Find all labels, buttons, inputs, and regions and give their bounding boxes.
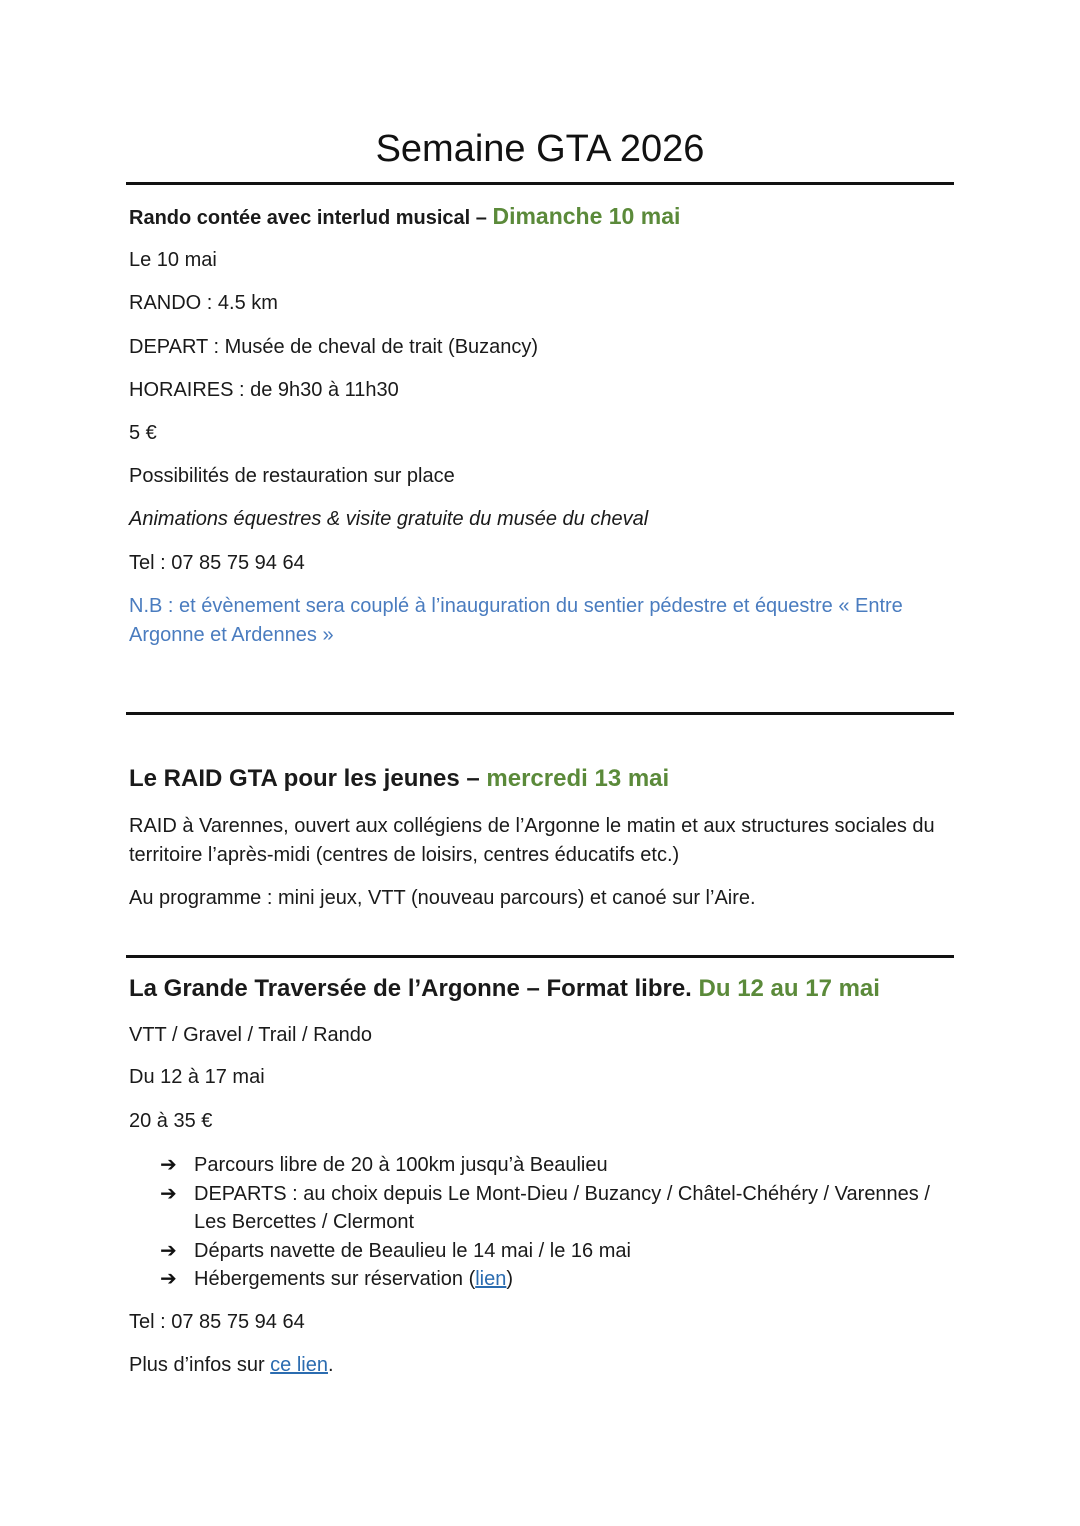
section1-line: HORAIRES : de 9h30 à 11h30 bbox=[129, 379, 399, 401]
list-item-text: DEPARTS : au choix depuis Le Mont-Dieu / Buzancy / Châtel-Chéhéry / Varennes / Les Bercettes / Clermont bbox=[194, 1182, 930, 1233]
section3-date: Du 12 au 17 mai bbox=[698, 975, 880, 1002]
section2-title: Le RAID GTA pour les jeunes – bbox=[129, 765, 487, 792]
divider bbox=[126, 182, 954, 185]
section2-heading bbox=[129, 764, 669, 795]
section3-phone: Tel : 07 85 75 94 64 bbox=[129, 1311, 305, 1333]
section1-animations: Animations équestres & visite gratuite du musée du cheval bbox=[129, 508, 649, 530]
more-info-text: Plus d’infos sur bbox=[129, 1354, 271, 1376]
list-item bbox=[160, 1180, 960, 1237]
section1-heading bbox=[129, 202, 680, 233]
section2-paragraph: RAID à Varennes, ouvert aux collégiens de l’Argonne le matin et aux structures sociales du territoire l’après-midi (centres de loisirs, centres éducatifs etc.) bbox=[129, 815, 935, 866]
arrow-right-icon: ➔ bbox=[160, 1182, 177, 1205]
section1-line: Possibilités de restauration sur place bbox=[129, 465, 455, 487]
section1-line: 5 € bbox=[129, 422, 157, 444]
more-info-suffix: . bbox=[327, 1354, 334, 1376]
list-item-suffix: ) bbox=[506, 1268, 514, 1290]
section3-bullet-list bbox=[160, 1151, 960, 1294]
divider bbox=[126, 955, 954, 958]
accommodation-link[interactable]: lien bbox=[475, 1268, 507, 1290]
arrow-right-icon: ➔ bbox=[160, 1268, 177, 1290]
list-item bbox=[160, 1151, 960, 1180]
section3-line: VTT / Gravel / Trail / Rando bbox=[129, 1024, 373, 1046]
section3-title: La Grande Traversée de l’Argonne – Format libre. bbox=[129, 975, 699, 1002]
page-title: Semaine GTA 2026 bbox=[375, 128, 705, 170]
divider bbox=[126, 712, 954, 715]
arrow-right-icon: ➔ bbox=[160, 1154, 177, 1176]
list-item-text: Parcours libre de 20 à 100km jusqu’à Beaulieu bbox=[194, 1154, 608, 1176]
section1-date: Dimanche 10 mai bbox=[492, 203, 681, 229]
section1-line: DEPART : Musée de cheval de trait (Buzancy) bbox=[129, 336, 539, 358]
section1-note: N.B : et évènement sera couplé à l’inauguration du sentier pédestre et équestre « Entre Argonne et Ardennes » bbox=[129, 595, 903, 646]
list-item bbox=[160, 1265, 960, 1294]
list-item-text: Départs navette de Beaulieu le 14 mai / le 16 mai bbox=[194, 1239, 631, 1262]
more-info-link[interactable]: ce lien bbox=[270, 1354, 328, 1376]
section2-programme: Au programme : mini jeux, VTT (nouveau parcours) et canoé sur l’Aire. bbox=[129, 887, 756, 909]
section1-phone: Tel : 07 85 75 94 64 bbox=[129, 552, 305, 574]
list-item-text: Hébergements sur réservation ( bbox=[194, 1268, 476, 1290]
section3-line: 20 à 35 € bbox=[129, 1110, 213, 1132]
section3-heading bbox=[129, 974, 880, 1005]
section3-line: Du 12 à 17 mai bbox=[129, 1066, 265, 1088]
more-info-line bbox=[129, 1351, 334, 1380]
section2-date: mercredi 13 mai bbox=[486, 765, 670, 792]
section1-line: RANDO : 4.5 km bbox=[129, 292, 278, 314]
section1-title: Rando contée avec interlud musical – bbox=[129, 207, 493, 229]
arrow-right-icon: ➔ bbox=[160, 1239, 177, 1262]
section1-line: Le 10 mai bbox=[129, 249, 217, 271]
list-item bbox=[160, 1237, 960, 1266]
